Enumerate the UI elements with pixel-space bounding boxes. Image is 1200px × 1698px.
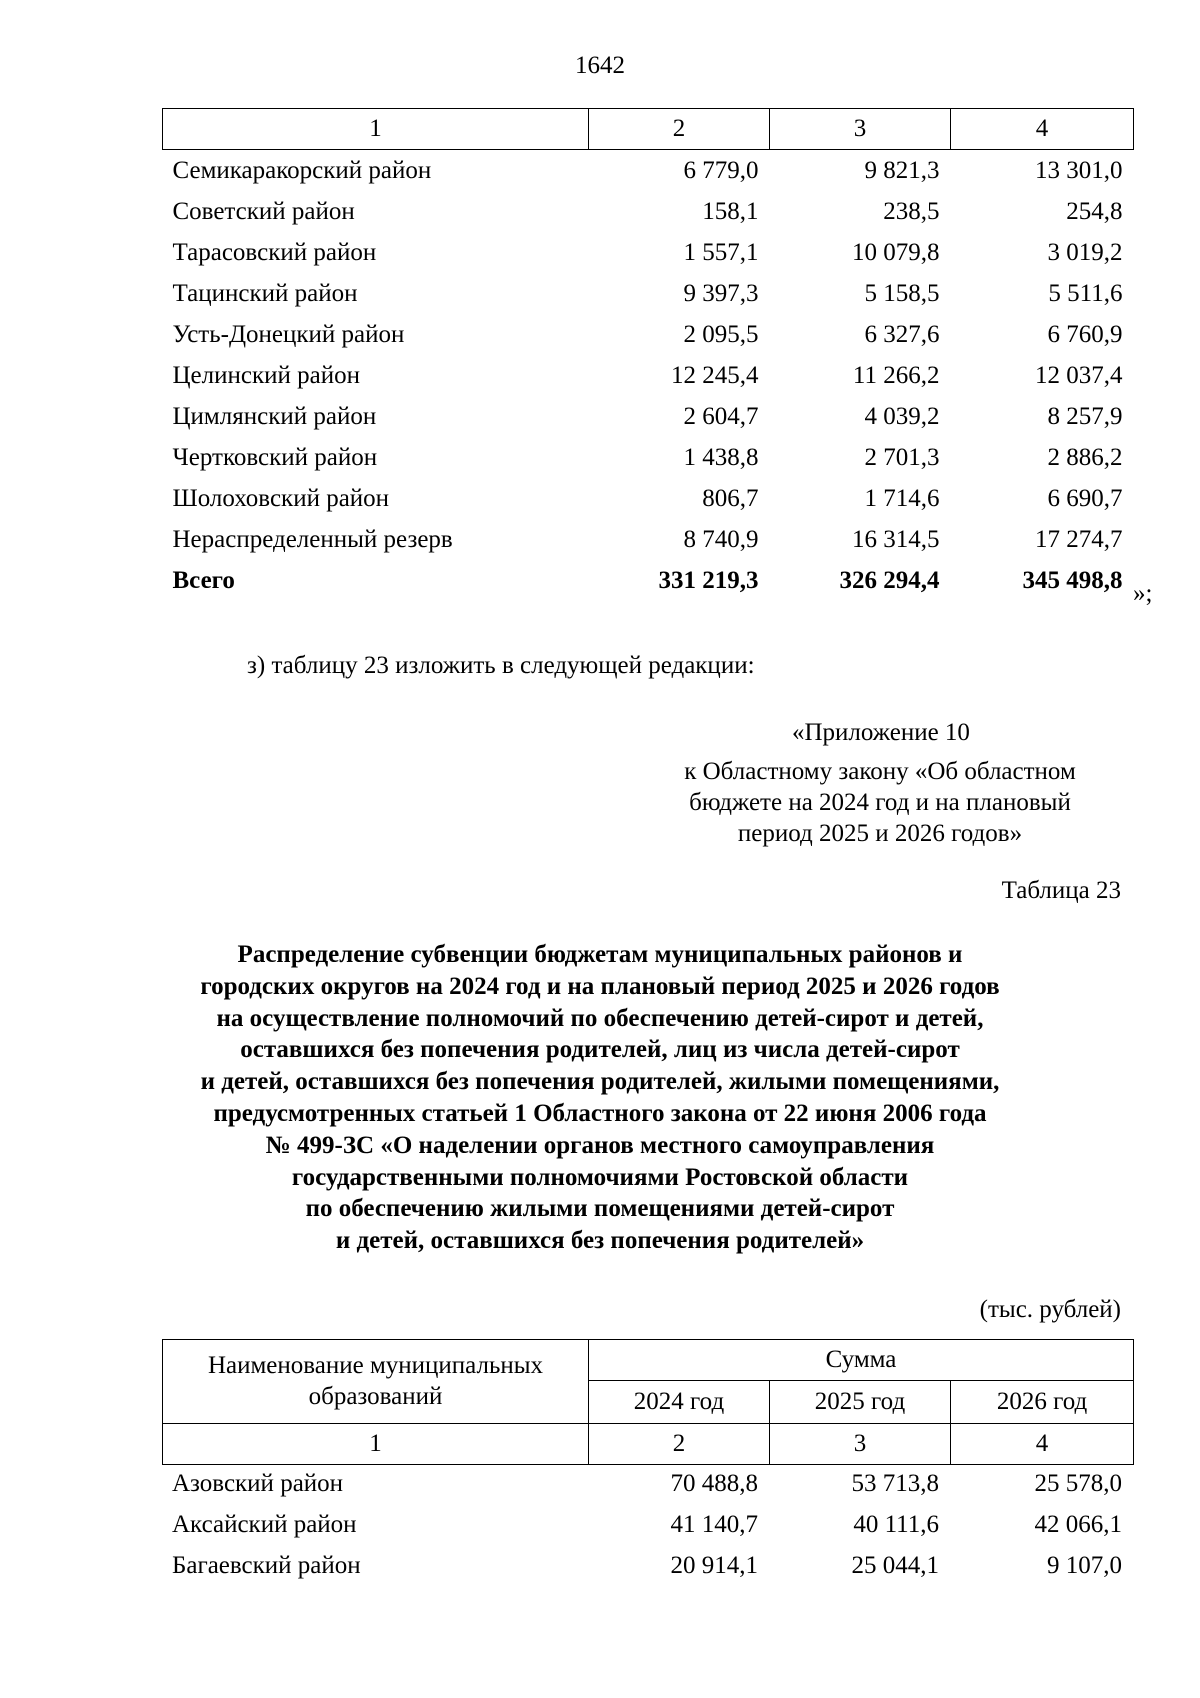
value-2024: 70 488,8 bbox=[670, 1470, 758, 1497]
value-2026: 25 578,0 bbox=[1034, 1470, 1122, 1497]
value-2026: 5 511,6 bbox=[1048, 280, 1123, 307]
year-header: 2025 год bbox=[770, 1381, 951, 1424]
table-row bbox=[163, 519, 1134, 560]
value-2024: 9 397,3 bbox=[683, 280, 759, 307]
value-2025: 2 701,3 bbox=[864, 444, 940, 471]
value-2025: 16 314,5 bbox=[852, 526, 940, 553]
table-23-body bbox=[162, 1463, 1133, 1586]
year-header: 2024 год bbox=[589, 1381, 770, 1424]
district-name: Азовский район bbox=[172, 1470, 344, 1497]
district-name: Тацинский район bbox=[172, 280, 358, 307]
value-2026: 17 274,7 bbox=[1035, 526, 1123, 553]
total-2025: 326 294,4 bbox=[839, 567, 940, 594]
value-2025: 9 821,3 bbox=[864, 157, 940, 184]
total-label: Всего bbox=[172, 567, 235, 594]
district-name: Целинский район bbox=[172, 362, 360, 389]
value-2026: 254,8 bbox=[1066, 198, 1123, 225]
value-2026: 13 301,0 bbox=[1035, 157, 1123, 184]
district-name: Нераспределенный резерв bbox=[172, 526, 453, 553]
value-2025: 40 111,6 bbox=[853, 1511, 939, 1538]
value-2025: 4 039,2 bbox=[864, 403, 940, 430]
district-name: Аксайский район bbox=[172, 1511, 357, 1538]
heading-line: городских округов на 2024 год и на плановый период 2025 и 2026 годов bbox=[200, 972, 1000, 1000]
closing-quote-mark: »; bbox=[1133, 580, 1153, 607]
value-2026: 8 257,9 bbox=[1047, 403, 1123, 430]
table-23-header bbox=[162, 1339, 1134, 1465]
district-name: Цимлянский район bbox=[172, 403, 377, 430]
column-number: 4 bbox=[951, 109, 1134, 150]
year-header: 2026 год bbox=[951, 1381, 1134, 1424]
district-name: Усть-Донецкий район bbox=[172, 321, 405, 348]
value-2024: 12 245,4 bbox=[671, 362, 759, 389]
table-row bbox=[163, 191, 1134, 232]
value-2024: 41 140,7 bbox=[670, 1511, 758, 1538]
district-name: Тарасовский район bbox=[172, 239, 377, 266]
value-2025: 1 714,6 bbox=[864, 485, 940, 512]
sum-column-header: Сумма bbox=[589, 1340, 1134, 1381]
column-number: 4 bbox=[951, 1424, 1134, 1465]
total-2024: 331 219,3 bbox=[658, 567, 759, 594]
value-2024: 1 557,1 bbox=[683, 239, 759, 266]
total-2026: 345 498,8 bbox=[1022, 567, 1123, 594]
value-2024: 158,1 bbox=[702, 198, 759, 225]
value-2026: 42 066,1 bbox=[1034, 1511, 1122, 1538]
table-heading bbox=[120, 939, 1080, 1257]
value-2025: 10 079,8 bbox=[852, 239, 940, 266]
heading-line: по обеспечению жилыми помещениями детей-сирот bbox=[305, 1195, 895, 1223]
table-row bbox=[163, 437, 1134, 478]
name-column-header bbox=[163, 1340, 589, 1424]
value-2026: 9 107,0 bbox=[1047, 1552, 1122, 1579]
heading-line: на осуществление полномочий по обеспечению детей-сирот и детей, bbox=[216, 1004, 984, 1032]
value-2024: 20 914,1 bbox=[670, 1552, 758, 1579]
value-2025: 25 044,1 bbox=[851, 1552, 939, 1579]
district-name: Советский район bbox=[172, 198, 355, 225]
value-2024: 2 604,7 bbox=[683, 403, 759, 430]
district-name: Чертковский район bbox=[172, 444, 378, 471]
heading-line: и детей, оставшихся без попечения родителей» bbox=[335, 1227, 865, 1255]
column-number: 3 bbox=[770, 109, 951, 150]
continuation-table bbox=[162, 108, 1134, 601]
value-2026: 2 886,2 bbox=[1047, 444, 1123, 471]
value-2026: 3 019,2 bbox=[1047, 239, 1123, 266]
appendix-reference-line: период 2025 и 2026 годов» bbox=[737, 820, 1023, 847]
value-2026: 6 690,7 bbox=[1047, 485, 1123, 512]
heading-line: оставшихся без попечения родителей, лиц из числа детей-сирот bbox=[240, 1036, 960, 1064]
table-row bbox=[163, 355, 1134, 396]
heading-line: и детей, оставшихся без попечения родителей, жилыми помещениями, bbox=[200, 1068, 1000, 1096]
value-2025: 6 327,6 bbox=[864, 321, 940, 348]
value-2026: 6 760,9 bbox=[1047, 321, 1123, 348]
amendment-instruction: з) таблицу 23 изложить в следующей редакции: bbox=[247, 652, 755, 679]
column-number: 1 bbox=[163, 109, 589, 150]
page-number: 1642 bbox=[575, 52, 625, 79]
appendix-reference-line: к Областному закону «Об областном bbox=[684, 758, 1076, 785]
appendix-reference-line: бюджете на 2024 год и на плановый bbox=[689, 789, 1071, 816]
value-2026: 12 037,4 bbox=[1035, 362, 1123, 389]
value-2024: 1 438,8 bbox=[683, 444, 759, 471]
heading-line: Распределение субвенции бюджетам муниципальных районов и bbox=[237, 941, 963, 968]
heading-line: № 499-ЗС «О наделении органов местного самоуправления bbox=[265, 1131, 935, 1159]
value-2024: 2 095,5 bbox=[683, 321, 759, 348]
value-2024: 8 740,9 bbox=[683, 526, 759, 553]
total-row bbox=[163, 560, 1134, 601]
appendix-title: «Приложение 10 bbox=[792, 719, 970, 746]
column-numbers-row bbox=[163, 1424, 1134, 1465]
column-number: 2 bbox=[589, 1424, 770, 1465]
table-row bbox=[162, 1545, 1133, 1586]
district-name: Шолоховский район bbox=[172, 485, 390, 512]
name-header-line: Наименование муниципальных bbox=[207, 1352, 544, 1379]
unit-label: (тыс. рублей) bbox=[979, 1296, 1121, 1323]
district-name: Багаевский район bbox=[172, 1552, 361, 1579]
district-name: Семикаракорский район bbox=[172, 157, 432, 184]
table-row bbox=[163, 232, 1134, 273]
value-2024: 806,7 bbox=[702, 485, 759, 512]
value-2025: 11 266,2 bbox=[852, 362, 940, 389]
table-label: Таблица 23 bbox=[1001, 877, 1121, 904]
table-row bbox=[162, 1504, 1133, 1545]
column-number: 3 bbox=[770, 1424, 951, 1465]
table-row bbox=[163, 150, 1134, 192]
column-number: 2 bbox=[589, 109, 770, 150]
column-numbers-row bbox=[163, 109, 1134, 150]
table-row bbox=[163, 314, 1134, 355]
table-row bbox=[162, 1463, 1133, 1504]
value-2025: 5 158,5 bbox=[864, 280, 940, 307]
heading-line: предусмотренных статьей 1 Областного закона от 22 июня 2006 года bbox=[213, 1099, 987, 1127]
value-2025: 53 713,8 bbox=[851, 1470, 939, 1497]
column-number: 1 bbox=[163, 1424, 589, 1465]
appendix-reference bbox=[640, 756, 1120, 849]
table-row bbox=[163, 478, 1134, 519]
name-header-line: образований bbox=[308, 1383, 443, 1410]
table-row bbox=[163, 273, 1134, 314]
value-2025: 238,5 bbox=[883, 198, 940, 225]
heading-line: государственными полномочиями Ростовской области bbox=[291, 1163, 909, 1191]
value-2024: 6 779,0 bbox=[683, 157, 759, 184]
table-row bbox=[163, 396, 1134, 437]
